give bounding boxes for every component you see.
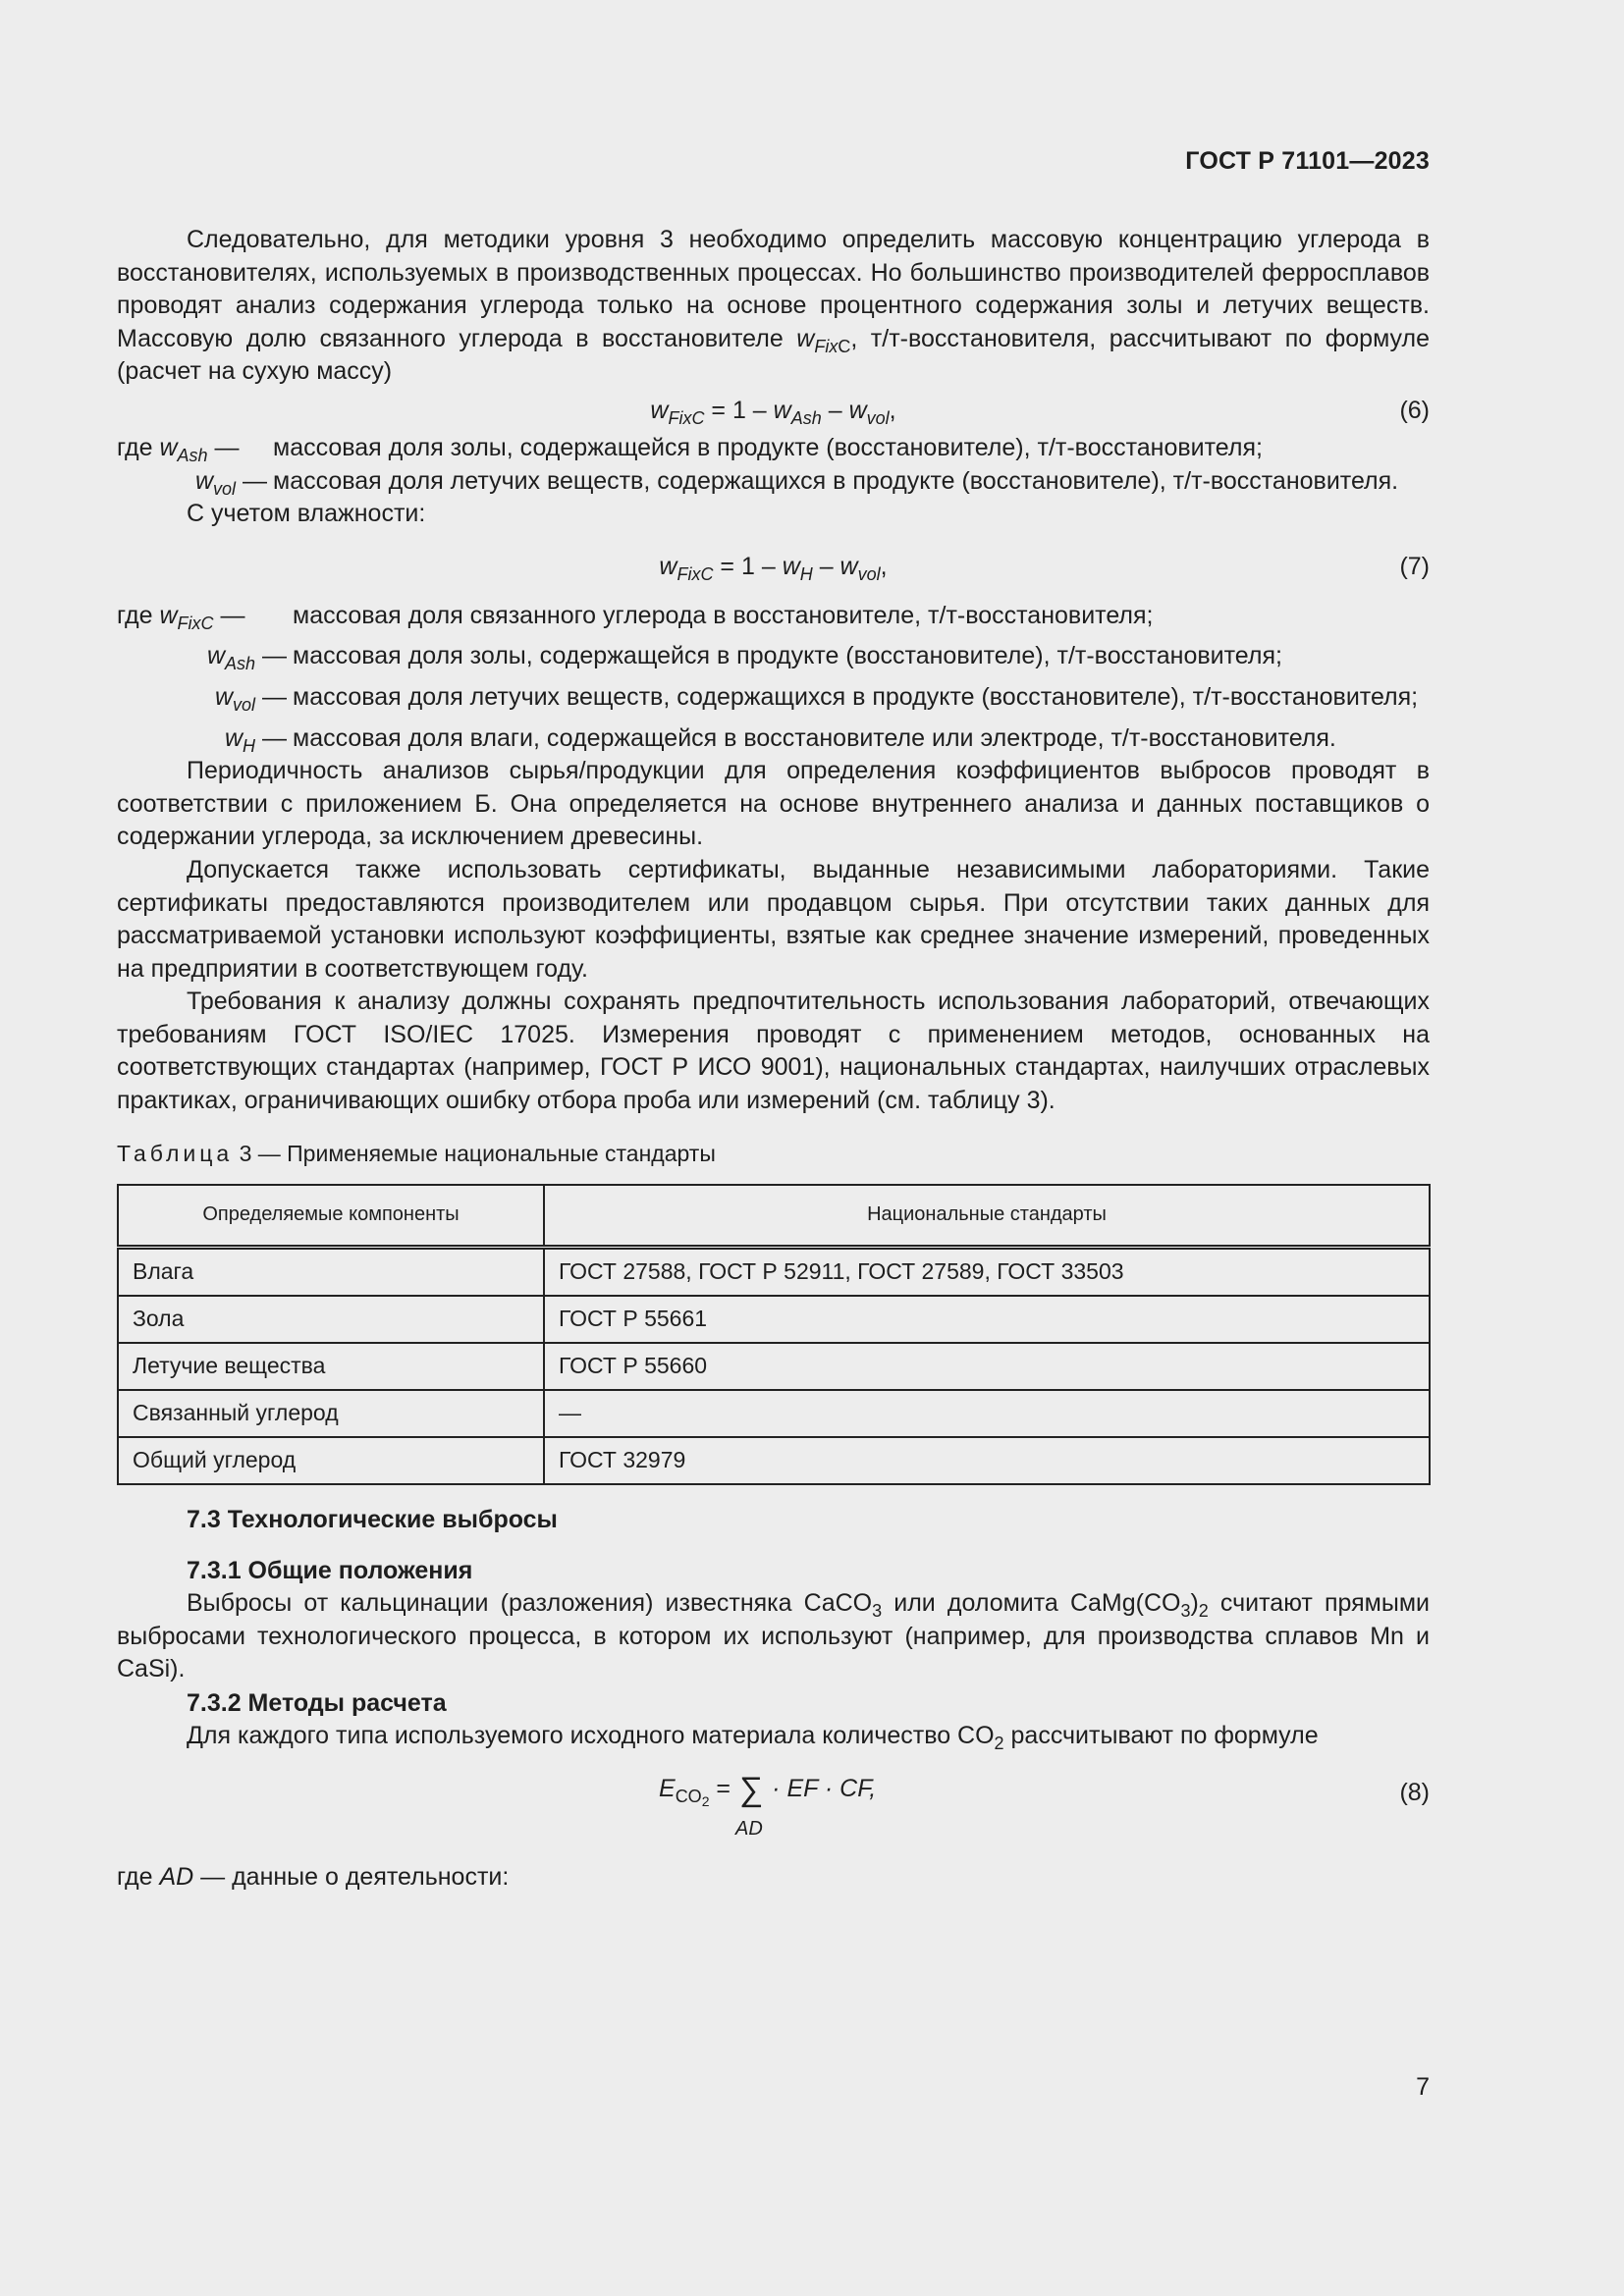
page-number: 7	[1416, 2073, 1430, 2101]
definition: массовая доля влаги, содержащейся в восстановителе или электроде, т/т-восстановителя.	[293, 723, 1336, 752]
table-row: Общий углерод ГОСТ 32979	[118, 1437, 1430, 1484]
formula-6: $w_{FixC} = 1 - w_{Ash} - w_{vol}$, (6)	[117, 389, 1430, 432]
summation-icon: ∑ AD	[734, 1770, 764, 1840]
column-header: Определяемые компоненты	[118, 1185, 544, 1248]
paragraph: Для каждого типа используемого исходного материала количество $CO_2$ рассчитывают по формуле	[187, 1722, 1319, 1754]
table-row: Связанный углерод —	[118, 1390, 1430, 1437]
formula-7: $w_{FixC} = 1 - w_H - w_{vol}$, (7)	[117, 545, 1430, 588]
column-header: Национальные стандарты	[544, 1185, 1430, 1248]
subsection-heading: 7.3.1 Общие положения	[187, 1557, 473, 1585]
paragraph: Периодичность анализов сырья/продукции для определения коэффициентов выбросов проводят в соответствии с приложением Б. Она определяется на основе внутреннего анализа и данных поставщиков о содержании углерода, за исключением древесины.	[117, 757, 1430, 851]
equation-number: (8)	[1399, 1778, 1430, 1806]
paragraph: Следовательно, для методики уровня 3 необходимо определить массовую концентрацию углерода в восстановителях, используемых в производственных процессах. Но большинство производителей ферросплавов проводят анализ содержания углерода только на основе процентного содержания золы и летучих веществ. Массовую долю связанного углерода в восстановителе $w_{FixC}$, т/т-восстановителя, рассчитывают по формуле (расчет на сухую массу)	[117, 226, 1431, 386]
page-content	[117, 224, 1430, 1894]
table-row: Зола ГОСТ Р 55661	[118, 1296, 1430, 1343]
definition: массовая доля летучих веществ, содержащихся в продукте (восстановителе), т/т-восстановителя.	[273, 466, 1399, 495]
definition: массовая доля летучих веществ, содержащихся в продукте (восстановителе), т/т-восстановителя;	[293, 682, 1419, 711]
where-list-7: где $w_{FixC}$ — массовая доля связанного углерода в восстановителе, т/т-восстановителя; $w_{Ash}$ — массовая доля золы, содержащейся в продукте (восстановителе), т/т-восстановителя; $w_{vol}$ — массовая доля летучих веществ, содержащихся в продукте (восстановителе), т/т-восстановителя; $w_H$ — массовая доля влаги, содержащейся в восстановителе или электроде, т/т-восстановителя.	[117, 600, 1430, 755]
table-caption: Таблица 3 — Применяемые национальные стандарты	[117, 1140, 716, 1166]
paragraph: Допускается также использовать сертификаты, выданные независимыми лабораториями. Такие сертификаты предоставляются производителем или продавцом сырья. При отсутствии таких данных для рассматриваемой установки используют коэффициенты, взятые как среднее значение измерений, проведенных на предприятии в соответствующем году.	[117, 855, 1430, 983]
paragraph: С учетом влажности:	[187, 500, 426, 528]
definition: массовая доля золы, содержащейся в продукте (восстановителе), т/т-восстановителя;	[293, 642, 1282, 670]
where-list-6: где $w_{Ash}$ — массовая доля золы, содержащейся в продукте (восстановителе), т/т-восстановителя; $w_{vol}$ — массовая доля летучих веществ, содержащихся в продукте (восстановителе), т/т-восстановителя.	[117, 432, 1430, 498]
document-header: ГОСТ Р 71101—2023	[1185, 147, 1430, 175]
subsection-heading: 7.3.2 Методы расчета	[187, 1689, 447, 1718]
definition: массовая доля золы, содержащейся в продукте (восстановителе), т/т-восстановителя;	[273, 433, 1263, 461]
standards-table	[117, 1184, 1431, 1485]
paragraph: Выбросы от кальцинации (разложения) известняка CaCO$_3$ или доломита $CaMg(CO_3)_2$ считают прямыми выбросами технологического процесса, в котором их используют (например, для производства сплавов Mn и CaSi).	[117, 1589, 1430, 1683]
equation-number: (7)	[1399, 552, 1430, 580]
table-row: Влага ГОСТ 27588, ГОСТ Р 52911, ГОСТ 27589, ГОСТ 33503	[118, 1248, 1430, 1297]
definition: массовая доля связанного углерода в восстановителе, т/т-восстановителя;	[293, 601, 1154, 629]
table-row: Летучие вещества ГОСТ Р 55660	[118, 1343, 1430, 1390]
equation-number: (6)	[1399, 396, 1430, 424]
formula-8: $E_{CO_2}$ = ∑ AD · EF · CF, (8)	[659, 1770, 1430, 1840]
where-list-8: где AD — данные о деятельности:	[117, 1862, 510, 1891]
paragraph: Требования к анализу должны сохранять предпочтительность использования лабораторий, отвечающих требованиям ГОСТ ISO/IEC 17025. Измерения проводят с применением методов, основанных на соответствующих стандартах (например, ГОСТ Р ИСО 9001), национальных стандартах, наилучших отраслевых практиках, ограничивающих ошибку отбора проба или измерений (см. таблицу 3).	[117, 988, 1430, 1115]
section-heading: 7.3 Технологические выбросы	[187, 1506, 558, 1534]
